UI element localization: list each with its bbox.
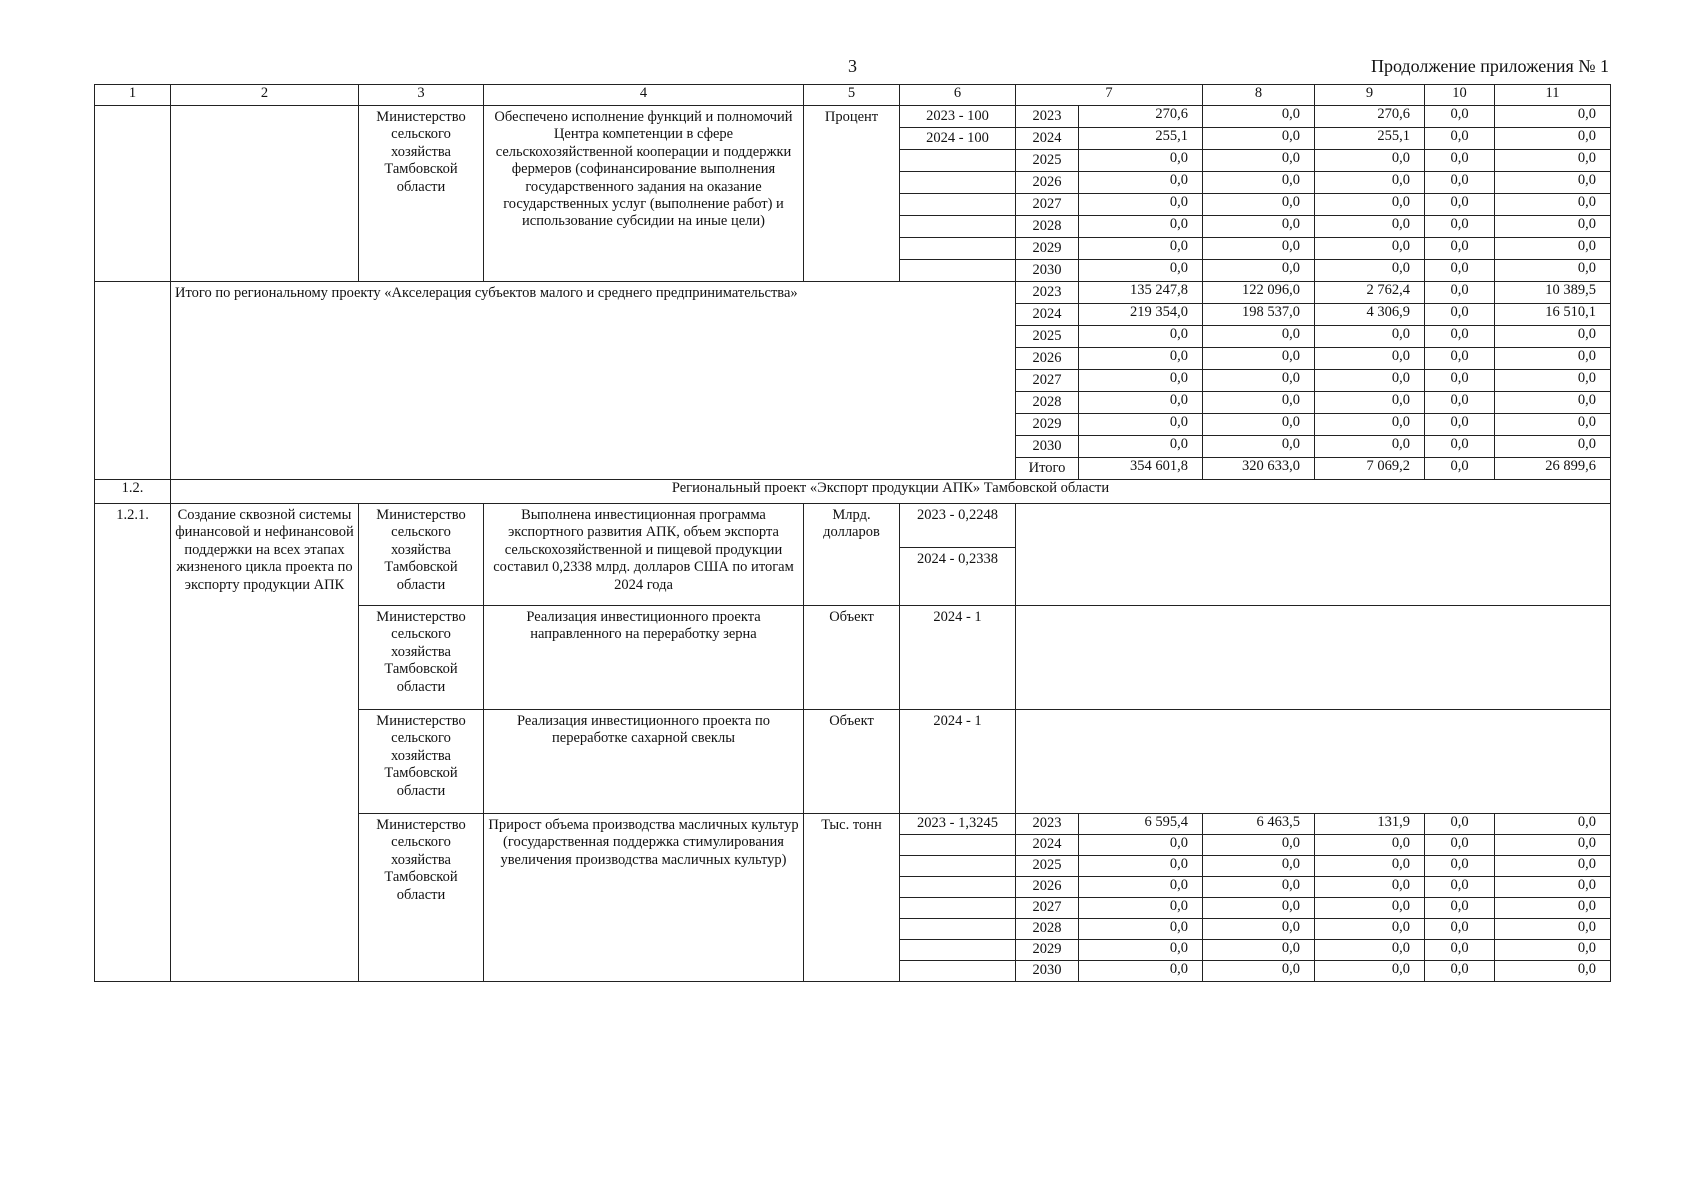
local-cell: 0,0 <box>1425 326 1495 348</box>
other-cell: 0,0 <box>1495 172 1611 194</box>
result-cell: Реализация инвестиционного проекта по переработке сахарной свеклы <box>484 710 804 814</box>
target-cell: 2024 - 100 <box>900 128 1016 150</box>
federal-cell: 0,0 <box>1203 194 1315 216</box>
regional-cell: 7 069,2 <box>1315 458 1425 480</box>
other-cell: 0,0 <box>1495 326 1611 348</box>
regional-cell: 0,0 <box>1315 414 1425 436</box>
other-cell: 16 510,1 <box>1495 304 1611 326</box>
section-number: 1.2. <box>95 480 171 504</box>
other-cell: 0,0 <box>1495 370 1611 392</box>
total-cell: 0,0 <box>1079 898 1203 919</box>
target-cell: 2023 - 0,2248 <box>900 504 1016 548</box>
regional-cell: 0,0 <box>1315 835 1425 856</box>
local-cell: 0,0 <box>1425 128 1495 150</box>
total-cell: 135 247,8 <box>1079 282 1203 304</box>
col-header: 2 <box>171 85 359 106</box>
year-cell: 2029 <box>1016 940 1079 961</box>
year-cell: 2026 <box>1016 348 1079 370</box>
target-cell: 2024 - 1 <box>900 710 1016 814</box>
year-cell: 2030 <box>1016 961 1079 982</box>
regional-cell: 0,0 <box>1315 326 1425 348</box>
empty-cell <box>1016 504 1611 606</box>
federal-cell: 320 633,0 <box>1203 458 1315 480</box>
other-cell: 0,0 <box>1495 216 1611 238</box>
target-cell <box>900 194 1016 216</box>
col-header: 6 <box>900 85 1016 106</box>
unit-cell: Тыс. тонн <box>804 814 900 982</box>
total-cell: 255,1 <box>1079 128 1203 150</box>
target-cell <box>900 150 1016 172</box>
total-cell: 0,0 <box>1079 856 1203 877</box>
other-cell: 0,0 <box>1495 414 1611 436</box>
appendix-table <box>94 84 1611 982</box>
local-cell: 0,0 <box>1425 919 1495 940</box>
regional-cell: 0,0 <box>1315 260 1425 282</box>
other-cell: 0,0 <box>1495 877 1611 898</box>
year-cell: 2028 <box>1016 919 1079 940</box>
total-cell: 0,0 <box>1079 877 1203 898</box>
local-cell: 0,0 <box>1425 877 1495 898</box>
result-cell: Прирост объема производства масличных культур (государственная поддержка стимулирования увеличения производства масличных культур) <box>484 814 804 982</box>
col-header: 5 <box>804 85 900 106</box>
table-row <box>95 106 1611 128</box>
local-cell: 0,0 <box>1425 348 1495 370</box>
other-cell: 0,0 <box>1495 260 1611 282</box>
table-row <box>95 282 1611 304</box>
federal-cell: 122 096,0 <box>1203 282 1315 304</box>
regional-cell: 0,0 <box>1315 877 1425 898</box>
other-cell: 0,0 <box>1495 194 1611 216</box>
other-cell: 0,0 <box>1495 106 1611 128</box>
year-cell: 2023 <box>1016 106 1079 128</box>
target-cell <box>900 919 1016 940</box>
year-cell: 2027 <box>1016 370 1079 392</box>
table-row <box>95 504 1611 548</box>
federal-cell: 0,0 <box>1203 856 1315 877</box>
year-cell: 2024 <box>1016 835 1079 856</box>
local-cell: 0,0 <box>1425 238 1495 260</box>
regional-cell: 0,0 <box>1315 940 1425 961</box>
target-cell <box>900 172 1016 194</box>
federal-cell: 0,0 <box>1203 919 1315 940</box>
other-cell: 0,0 <box>1495 919 1611 940</box>
regional-cell: 0,0 <box>1315 392 1425 414</box>
regional-cell: 270,6 <box>1315 106 1425 128</box>
other-cell: 0,0 <box>1495 814 1611 835</box>
target-cell <box>900 961 1016 982</box>
target-cell <box>900 260 1016 282</box>
year-cell: 2029 <box>1016 238 1079 260</box>
regional-cell: 4 306,9 <box>1315 304 1425 326</box>
regional-cell: 0,0 <box>1315 238 1425 260</box>
year-cell: 2023 <box>1016 814 1079 835</box>
col-header: 1 <box>95 85 171 106</box>
federal-cell: 0,0 <box>1203 172 1315 194</box>
other-cell: 0,0 <box>1495 150 1611 172</box>
unit-cell: Процент <box>804 106 900 282</box>
name-cell <box>171 106 359 282</box>
regional-cell: 0,0 <box>1315 216 1425 238</box>
year-cell: 2030 <box>1016 260 1079 282</box>
local-cell: 0,0 <box>1425 835 1495 856</box>
other-cell: 0,0 <box>1495 238 1611 260</box>
target-cell <box>900 898 1016 919</box>
section-title: Региональный проект «Экспорт продукции АПК» Тамбовской области <box>171 480 1611 504</box>
local-cell: 0,0 <box>1425 940 1495 961</box>
regional-cell: 0,0 <box>1315 172 1425 194</box>
total-cell: 0,0 <box>1079 414 1203 436</box>
page-number: 3 <box>848 56 857 76</box>
total-cell: 0,0 <box>1079 150 1203 172</box>
regional-cell: 0,0 <box>1315 194 1425 216</box>
federal-cell: 0,0 <box>1203 150 1315 172</box>
target-cell <box>900 216 1016 238</box>
regional-cell: 0,0 <box>1315 919 1425 940</box>
target-cell <box>900 835 1016 856</box>
local-cell: 0,0 <box>1425 282 1495 304</box>
federal-cell: 0,0 <box>1203 436 1315 458</box>
year-cell: 2023 <box>1016 282 1079 304</box>
total-cell: 0,0 <box>1079 835 1203 856</box>
column-number-row <box>95 85 1611 106</box>
col-header: 11 <box>1495 85 1611 106</box>
other-cell: 26 899,6 <box>1495 458 1611 480</box>
other-cell: 0,0 <box>1495 961 1611 982</box>
year-cell: 2028 <box>1016 216 1079 238</box>
local-cell: 0,0 <box>1425 194 1495 216</box>
year-cell: 2025 <box>1016 856 1079 877</box>
unit-cell: Объект <box>804 606 900 710</box>
col-header: 7 <box>1016 85 1203 106</box>
federal-cell: 198 537,0 <box>1203 304 1315 326</box>
total-cell: 0,0 <box>1079 238 1203 260</box>
total-cell: 0,0 <box>1079 348 1203 370</box>
year-cell: 2029 <box>1016 414 1079 436</box>
total-cell: 0,0 <box>1079 392 1203 414</box>
unit-cell: Млрд. долларов <box>804 504 900 606</box>
total-label-cell: Итого по региональному проекту «Акселерация субъектов малого и среднего предпринимательства» <box>171 282 1016 480</box>
ministry-cell: Министерство сельского хозяйства Тамбовской области <box>359 814 484 982</box>
federal-cell: 6 463,5 <box>1203 814 1315 835</box>
total-cell: 0,0 <box>1079 961 1203 982</box>
total-cell: 0,0 <box>1079 172 1203 194</box>
other-cell: 0,0 <box>1495 940 1611 961</box>
col-header: 9 <box>1315 85 1425 106</box>
federal-cell: 0,0 <box>1203 326 1315 348</box>
federal-cell: 0,0 <box>1203 348 1315 370</box>
col-header: 8 <box>1203 85 1315 106</box>
year-cell: 2024 <box>1016 304 1079 326</box>
block-competence-center <box>95 106 1611 282</box>
year-cell: 2027 <box>1016 194 1079 216</box>
federal-cell: 0,0 <box>1203 392 1315 414</box>
local-cell: 0,0 <box>1425 392 1495 414</box>
ministry-cell: Министерство сельского хозяйства Тамбовской области <box>359 710 484 814</box>
result-cell: Реализация инвестиционного проекта направленного на переработку зерна <box>484 606 804 710</box>
other-cell: 0,0 <box>1495 835 1611 856</box>
total-cell: 0,0 <box>1079 216 1203 238</box>
num-cell <box>95 106 171 282</box>
local-cell: 0,0 <box>1425 370 1495 392</box>
other-cell: 0,0 <box>1495 348 1611 370</box>
local-cell: 0,0 <box>1425 961 1495 982</box>
result-cell: Обеспечено исполнение функций и полномочий Центра компетенции в сфере сельскохозяйственной кооперации и поддержки фермеров (софинансирование выполнения государственного задания на оказание государственных услуг (выполнение работ) и использование субсидии на иные цели) <box>484 106 804 282</box>
federal-cell: 0,0 <box>1203 370 1315 392</box>
federal-cell: 0,0 <box>1203 877 1315 898</box>
appendix-continuation-label: Продолжение приложения № 1 <box>1370 56 1609 76</box>
section-row <box>95 480 1611 504</box>
target-cell <box>900 940 1016 961</box>
federal-cell: 0,0 <box>1203 106 1315 128</box>
local-cell: 0,0 <box>1425 172 1495 194</box>
regional-cell: 0,0 <box>1315 348 1425 370</box>
total-cell: 0,0 <box>1079 260 1203 282</box>
local-cell: 0,0 <box>1425 304 1495 326</box>
other-cell: 0,0 <box>1495 128 1611 150</box>
regional-cell: 131,9 <box>1315 814 1425 835</box>
block-export-project <box>95 480 1611 982</box>
federal-cell: 0,0 <box>1203 835 1315 856</box>
local-cell: 0,0 <box>1425 814 1495 835</box>
local-cell: 0,0 <box>1425 216 1495 238</box>
total-cell: 219 354,0 <box>1079 304 1203 326</box>
regional-cell: 0,0 <box>1315 150 1425 172</box>
local-cell: 0,0 <box>1425 436 1495 458</box>
target-cell <box>900 238 1016 260</box>
federal-cell: 0,0 <box>1203 961 1315 982</box>
other-cell: 10 389,5 <box>1495 282 1611 304</box>
target-cell: 2024 - 0,2338 <box>900 548 1016 606</box>
col-header: 10 <box>1425 85 1495 106</box>
total-cell: 0,0 <box>1079 194 1203 216</box>
local-cell: 0,0 <box>1425 150 1495 172</box>
regional-cell: 0,0 <box>1315 856 1425 877</box>
local-cell: 0,0 <box>1425 414 1495 436</box>
total-cell: 0,0 <box>1079 326 1203 348</box>
col-header: 4 <box>484 85 804 106</box>
target-cell: 2023 - 100 <box>900 106 1016 128</box>
other-cell: 0,0 <box>1495 898 1611 919</box>
target-cell: 2023 - 1,3245 <box>900 814 1016 835</box>
total-cell: 6 595,4 <box>1079 814 1203 835</box>
federal-cell: 0,0 <box>1203 238 1315 260</box>
ministry-cell: Министерство сельского хозяйства Тамбовской области <box>359 106 484 282</box>
local-cell: 0,0 <box>1425 260 1495 282</box>
local-cell: 0,0 <box>1425 106 1495 128</box>
local-cell: 0,0 <box>1425 856 1495 877</box>
other-cell: 0,0 <box>1495 392 1611 414</box>
item-name: Создание сквозной системы финансовой и нефинансовой поддержки на всех этапах жизненого цикла проекта по экспорту продукции АПК <box>171 504 359 982</box>
regional-cell: 0,0 <box>1315 898 1425 919</box>
federal-cell: 0,0 <box>1203 898 1315 919</box>
year-cell: 2026 <box>1016 877 1079 898</box>
year-cell: 2028 <box>1016 392 1079 414</box>
target-cell <box>900 877 1016 898</box>
target-cell <box>900 856 1016 877</box>
regional-cell: 255,1 <box>1315 128 1425 150</box>
federal-cell: 0,0 <box>1203 940 1315 961</box>
ministry-cell: Министерство сельского хозяйства Тамбовской области <box>359 504 484 606</box>
regional-cell: 0,0 <box>1315 370 1425 392</box>
regional-cell: 0,0 <box>1315 436 1425 458</box>
block-total-acceleration <box>95 282 1611 480</box>
total-cell: 0,0 <box>1079 436 1203 458</box>
other-cell: 0,0 <box>1495 436 1611 458</box>
total-cell: 0,0 <box>1079 940 1203 961</box>
federal-cell: 0,0 <box>1203 260 1315 282</box>
year-cell: 2026 <box>1016 172 1079 194</box>
other-cell: 0,0 <box>1495 856 1611 877</box>
total-cell: 354 601,8 <box>1079 458 1203 480</box>
year-cell: 2025 <box>1016 150 1079 172</box>
year-cell: 2030 <box>1016 436 1079 458</box>
year-cell: Итого <box>1016 458 1079 480</box>
local-cell: 0,0 <box>1425 458 1495 480</box>
col-header: 3 <box>359 85 484 106</box>
year-cell: 2027 <box>1016 898 1079 919</box>
unit-cell: Объект <box>804 710 900 814</box>
ministry-cell: Министерство сельского хозяйства Тамбовской области <box>359 606 484 710</box>
result-cell: Выполнена инвестиционная программа экспортного развития АПК, объем экспорта сельскохозяйственной и пищевой продукции составил 0,2338 млрд. долларов США по итогам 2024 года <box>484 504 804 606</box>
item-number: 1.2.1. <box>95 504 171 982</box>
regional-cell: 2 762,4 <box>1315 282 1425 304</box>
empty-cell <box>1016 606 1611 710</box>
target-cell: 2024 - 1 <box>900 606 1016 710</box>
federal-cell: 0,0 <box>1203 216 1315 238</box>
empty-cell <box>1016 710 1611 814</box>
total-cell: 0,0 <box>1079 370 1203 392</box>
year-cell: 2024 <box>1016 128 1079 150</box>
federal-cell: 0,0 <box>1203 414 1315 436</box>
year-cell: 2025 <box>1016 326 1079 348</box>
total-cell: 270,6 <box>1079 106 1203 128</box>
num-cell <box>95 282 171 480</box>
regional-cell: 0,0 <box>1315 961 1425 982</box>
total-cell: 0,0 <box>1079 919 1203 940</box>
federal-cell: 0,0 <box>1203 128 1315 150</box>
local-cell: 0,0 <box>1425 898 1495 919</box>
